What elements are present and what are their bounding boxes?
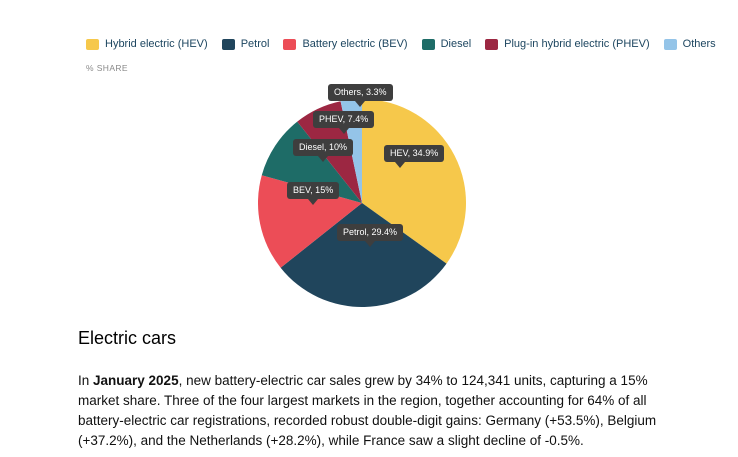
legend-item-hev[interactable] xyxy=(86,38,208,50)
legend-swatch-petrol xyxy=(222,39,235,50)
legend-swatch-phev xyxy=(485,39,498,50)
legend-item-diesel[interactable] xyxy=(422,38,472,50)
slice-label-bev: BEV, 15% xyxy=(287,182,339,199)
section-heading: Electric cars xyxy=(78,328,177,348)
legend-label: Battery electric (BEV) xyxy=(302,38,408,50)
paragraph-prefix: In xyxy=(78,373,94,388)
legend-label: Plug-in hybrid electric (PHEV) xyxy=(504,38,650,50)
slice-label-phev: PHEV, 7.4% xyxy=(313,111,374,128)
y-axis-note: % SHARE xyxy=(86,63,129,73)
slice-label-others: Others, 3.3% xyxy=(328,84,393,101)
paragraph-body: , new battery-electric car sales grew by 34% to 124,341 units, capturing a 15% market share. Three of the four largest markets in the region, together accounting for 64% of all battery-electric car registrations, recorded robust double-digit gains: Germany (+53.5%), Belgium (+37.2%), and the Netherlands (+28.2%), while France saw a slight decline of -0.5%. xyxy=(78,373,657,448)
legend-label: Hybrid electric (HEV) xyxy=(105,38,208,50)
legend-item-petrol[interactable] xyxy=(222,38,270,50)
legend-item-phev[interactable] xyxy=(485,38,650,50)
slice-label-petrol: Petrol, 29.4% xyxy=(337,224,403,241)
paragraph-bold-date: January 2025 xyxy=(93,373,179,388)
legend-swatch-bev xyxy=(283,39,296,50)
legend-swatch-others xyxy=(664,39,677,50)
slice-label-hev: HEV, 34.9% xyxy=(384,145,444,162)
pie-chart xyxy=(258,99,466,307)
slice-label-diesel: Diesel, 10% xyxy=(293,139,353,156)
legend-label: Others xyxy=(682,38,716,50)
legend-label: Petrol xyxy=(240,38,270,50)
legend-swatch-diesel xyxy=(422,39,435,50)
article-section xyxy=(0,326,738,451)
chart-legend xyxy=(86,38,716,50)
legend-item-bev[interactable] xyxy=(283,38,407,50)
legend-label: Diesel xyxy=(440,38,472,50)
section-paragraph xyxy=(78,371,658,451)
legend-swatch-hev xyxy=(86,39,99,50)
legend-item-others[interactable] xyxy=(664,38,716,50)
